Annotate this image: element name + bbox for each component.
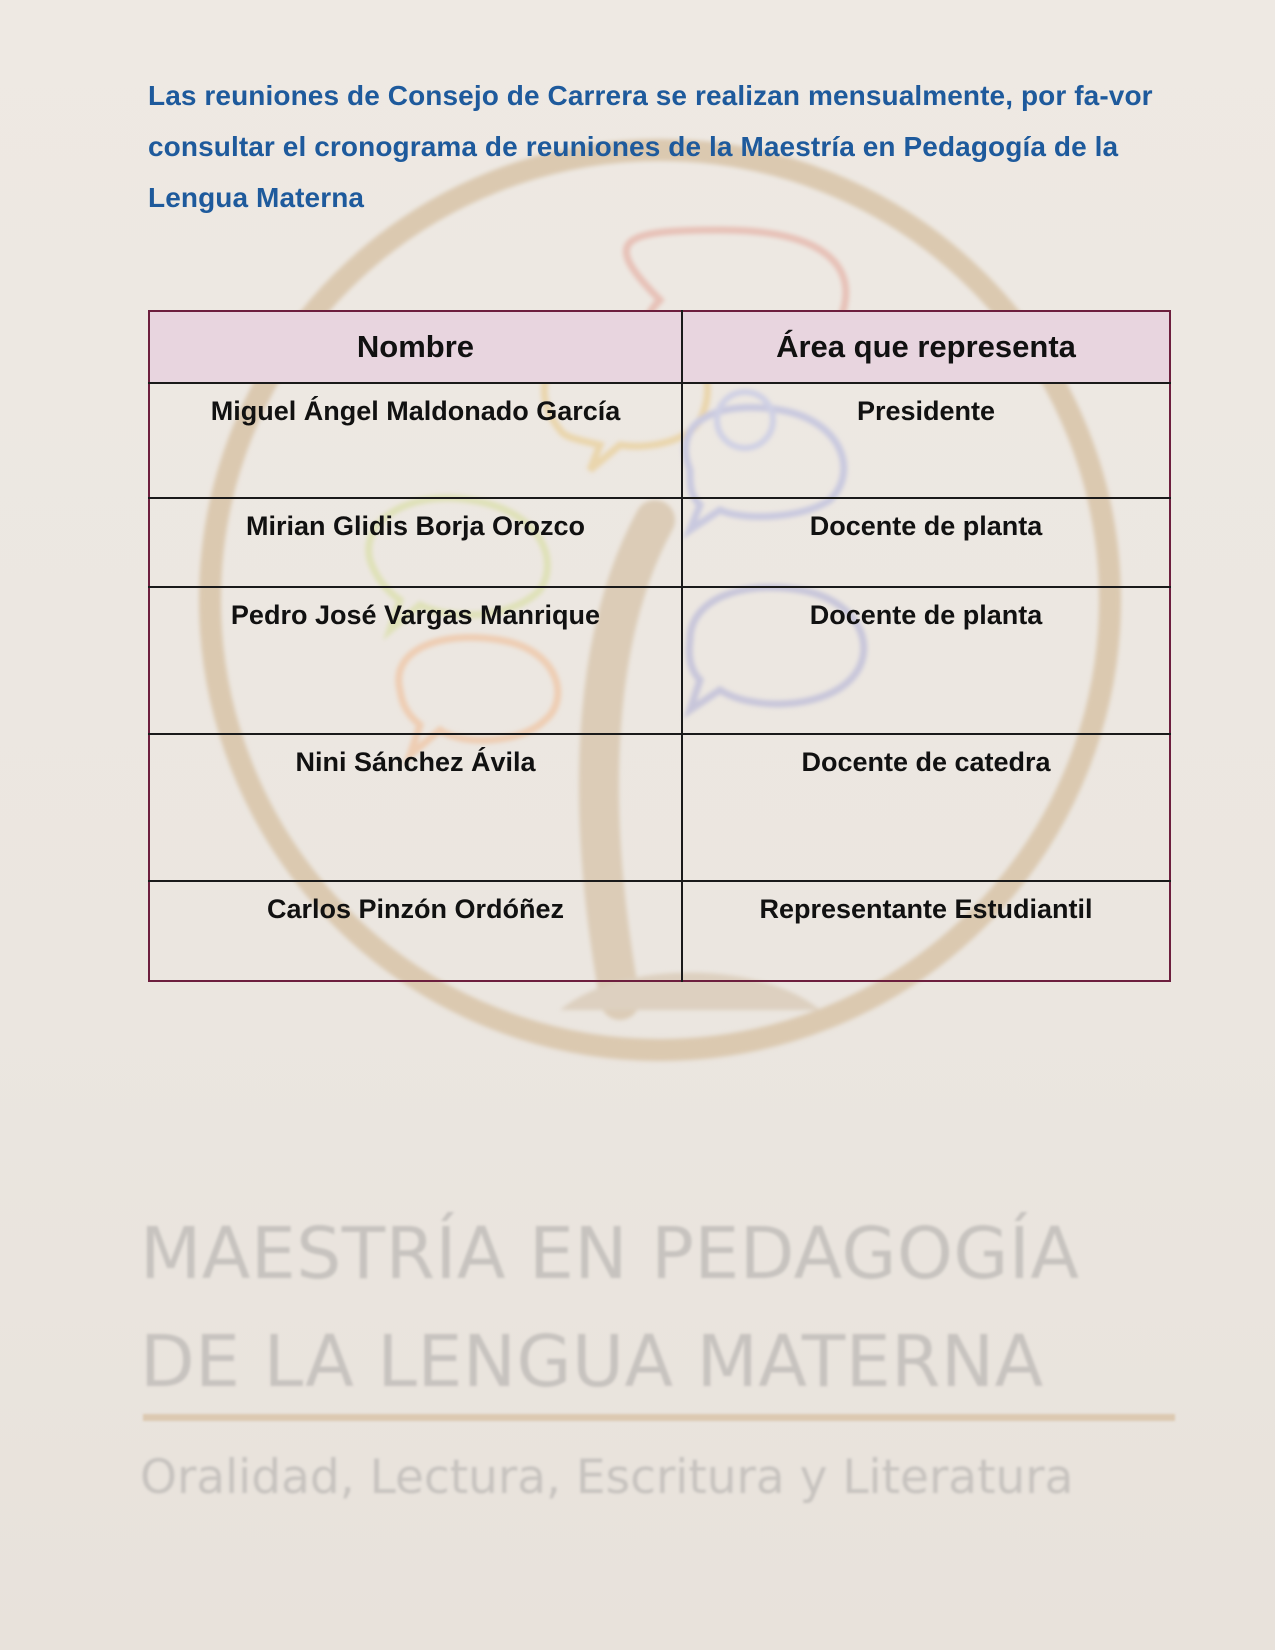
table-row [149, 734, 1170, 881]
member-area: Presidente [682, 383, 1170, 498]
member-area: Docente de catedra [682, 734, 1170, 881]
table-row [149, 498, 1170, 587]
table-row [149, 587, 1170, 734]
member-name: Pedro José Vargas Manrique [149, 587, 682, 734]
council-members-table [148, 310, 1171, 982]
header-name: Nombre [149, 311, 682, 383]
table-row [149, 881, 1170, 981]
table-row [149, 383, 1170, 498]
member-name: Carlos Pinzón Ordóñez [149, 881, 682, 981]
watermark-title-line1: MAESTRÍA EN PEDAGOGÍA [140, 1212, 1080, 1295]
member-name: Miguel Ángel Maldonado García [149, 383, 682, 498]
member-name: Nini Sánchez Ávila [149, 734, 682, 881]
watermark-divider [143, 1414, 1175, 1421]
header-area: Área que representa [682, 311, 1170, 383]
watermark-title-line2: DE LA LENGUA MATERNA [140, 1320, 1044, 1403]
member-area: Representante Estudiantil [759, 894, 1093, 924]
intro-paragraph: Las reuniones de Consejo de Carrera se realizan mensualmente, por fa-vor consultar el cronograma de reuniones de la Maestría en Pedagogía de la Lengua Materna [148, 80, 1153, 213]
watermark-subtitle: Oralidad, Lectura, Escritura y Literatura [140, 1450, 1074, 1505]
member-name: Mirian Glidis Borja Orozco [149, 498, 682, 587]
table-header-row [149, 311, 1170, 383]
member-area: Docente de planta [682, 498, 1170, 587]
member-area: Docente de planta [682, 587, 1170, 734]
